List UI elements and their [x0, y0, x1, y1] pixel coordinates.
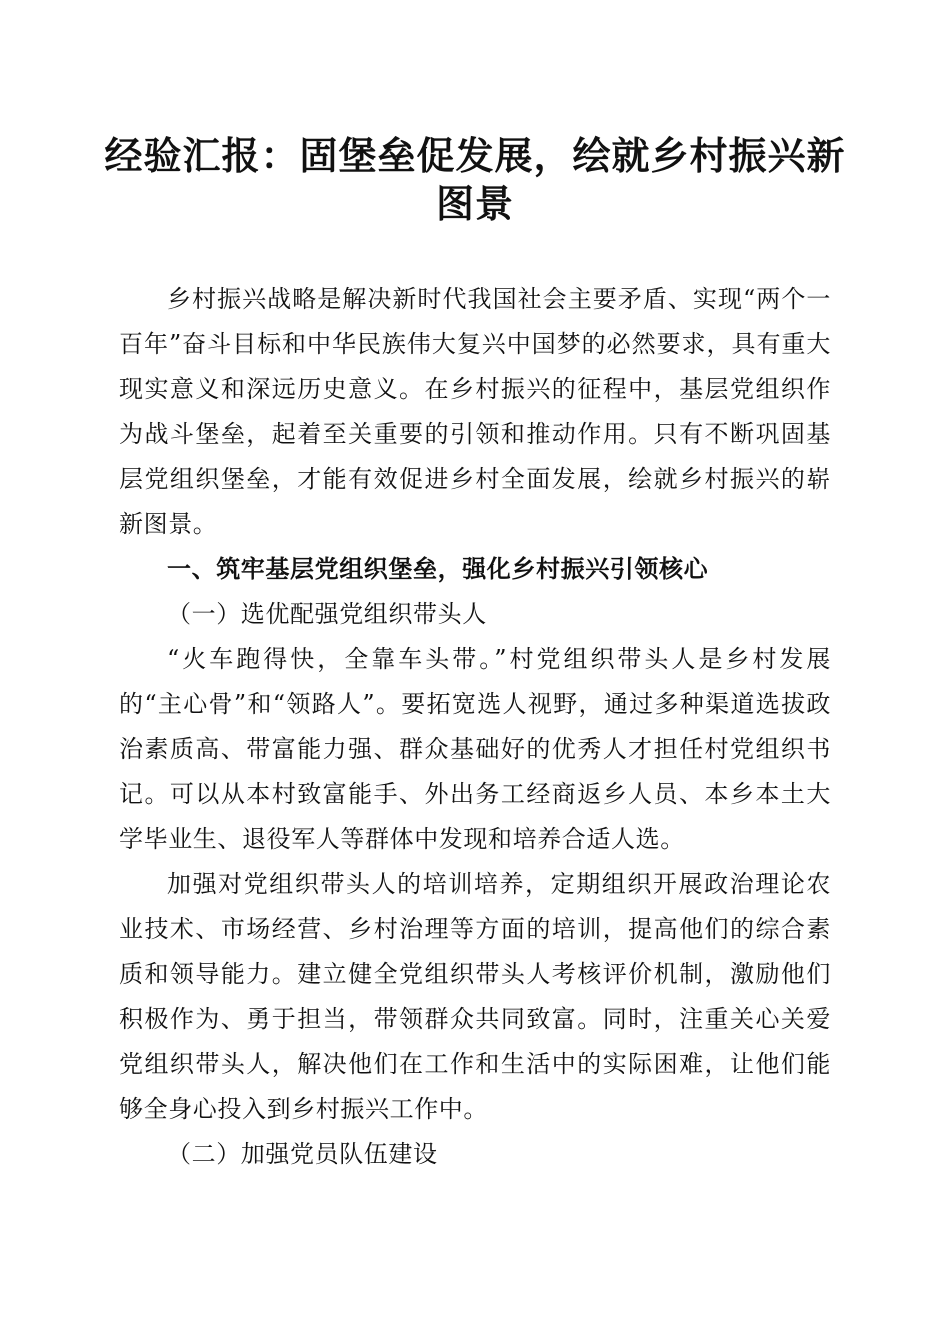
intro-paragraph: 乡村振兴战略是解决新时代我国社会主要矛盾、实现“两个一百年”奋斗目标和中华民族伟大复兴中国梦的必然要求，具有重大现实意义和深远历史意义。在乡村振兴的征程中，基层党组织作为战斗堡垒，起着至关重要的引领和推动作用。只有不断巩固基层党组织堡垒，才能有效促进乡村全面发展，绘就乡村振兴的崭新图景。 — [119, 285, 831, 538]
paragraph-2: 加强对党组织带头人的培训培养，定期组织开展政治理论农业技术、市场经营、乡村治理等方面的培训，提高他们的综合素质和领导能力。建立健全党组织带头人考核评价机制，激励他们积极作为、勇于担当，带领群众共同致富。同时，注重关心关爱党组织带头人，解决他们在工作和生活中的实际困难，让他们能够全身心投入到乡村振兴工作中。 — [119, 870, 831, 1123]
subsection-heading-1: （一）选优配强党组织带头人 — [167, 600, 487, 628]
section-heading-1: 一、筑牢基层党组织堡垒，强化乡村振兴引领核心 — [167, 555, 709, 583]
document-title: 经验汇报：固堡垒促发展，绘就乡村振兴新图景 — [104, 133, 846, 226]
document-body — [119, 277, 831, 1177]
subsection-heading-2: （二）加强党员队伍建设 — [167, 1140, 438, 1168]
paragraph-1: “火车跑得快，全靠车头带。”村党组织带头人是乡村发展的“主心骨”和“领路人”。要拓宽选人视野，通过多种渠道选拔政治素质高、带富能力强、群众基础好的优秀人才担任村党组织书记。可以从本村致富能手、外出务工经商返乡人员、本乡本土大学毕业生、退役军人等群体中发现和培养合适人选。 — [119, 645, 831, 853]
